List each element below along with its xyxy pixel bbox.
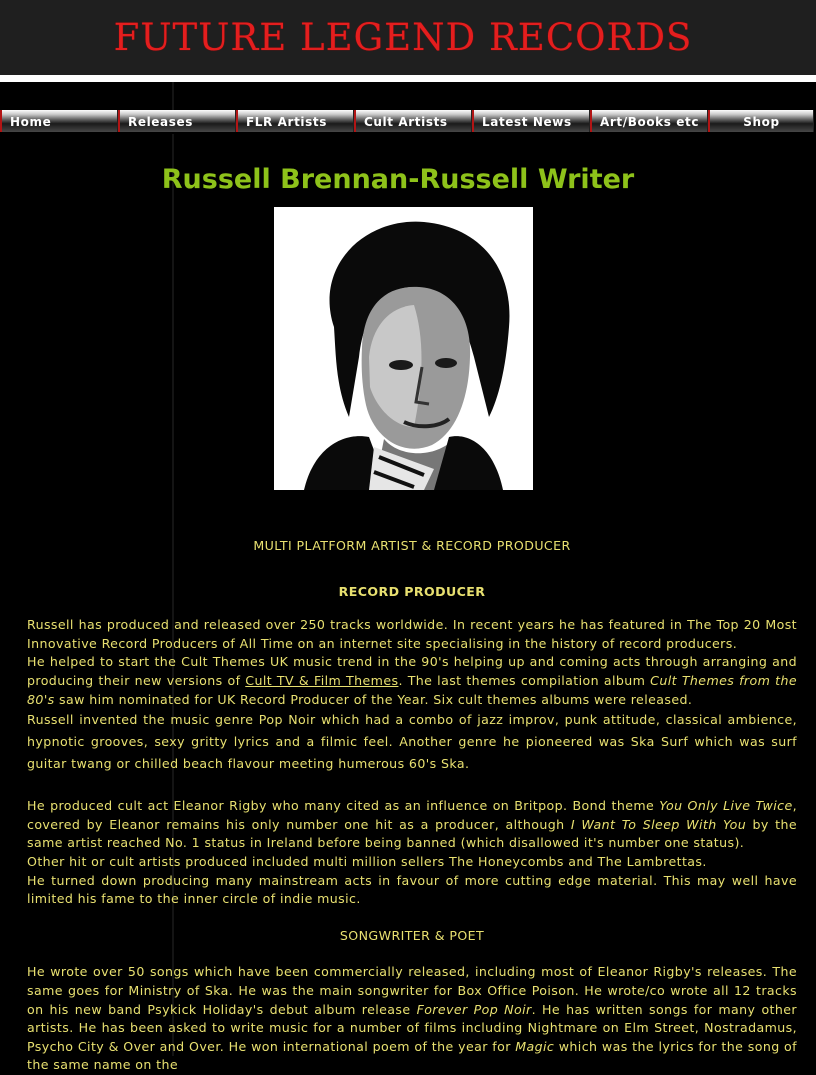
paragraph-other-artists: Other hit or cult artists produced included multi million sellers The Honeycombs and The Lambrettas. <box>27 853 707 869</box>
nav-flr-artists[interactable]: FLR Artists <box>236 110 354 132</box>
main-nav <box>0 110 816 134</box>
nav-shop[interactable]: Shop <box>708 110 814 132</box>
section-heading-record-producer: RECORD PRODUCER <box>338 583 486 599</box>
section-heading-songwriter: SONGWRITER & POET <box>339 927 485 943</box>
paragraph-mainstream: He turned down producing many mainstream acts in favour of more cutting edge material. This may well have limited his fame to the inner circle of indie music. <box>27 872 797 907</box>
site-brand-logo[interactable]: FUTURE LEGEND RECORDS <box>113 16 693 59</box>
paragraph-producer-intro: Russell has produced and released over 250 tracks worldwide. In recent years he has featured in The Top 20 Most Innovative Record Producers of All Time on an internet site specialising in the history of record producers. <box>27 617 797 651</box>
nav-home[interactable]: Home <box>0 110 118 132</box>
paragraph-eleanor-rigby: He produced cult act Eleanor Rigby who many cited as an influence on Britpop. Bond theme You Only Live Twice, covered by Eleanor remains his only number one hit as a producer, although I Want To Sleep With You by the same artist reached No. 1 status in Ireland before being banned (which disallowed it's number one status). <box>27 798 798 851</box>
site-header <box>0 0 816 75</box>
paragraph-cult-themes: He helped to start the Cult Themes UK music trend in the 90's helping up and coming acts through arranging and producing their new versions of Cult TV & Film Themes. The last themes compilation album Cult Themes from the 80's saw him nominated for UK Record Producer of the Year. Six cult themes albums were released. <box>27 654 797 707</box>
nav-cult-artists[interactable]: Cult Artists <box>354 110 472 132</box>
article-body <box>27 537 797 1075</box>
nav-latest-news[interactable]: Latest News <box>472 110 590 132</box>
link-cult-tv-film-themes[interactable]: Cult TV & Film Themes <box>245 672 399 688</box>
paragraph-songwriting: He wrote over 50 songs which have been commercially released, including most of Eleanor Rigby's releases. The same goes for Ministry of Ska. He was the main songwriter for Box Office Poison. He wrote/co wrote all 12 tracks on his new band Psykick Holiday's debut album release Forever Pop Noir. He has written songs for many other artists. He has been asked to write music for a number of films including Nightmare on Elm Street, Nostradamus, Psycho City & Over and Over. He won international poem of the year for Magic which was the lyrics for the song of the same name on the <box>27 964 797 1073</box>
header-divider <box>0 75 816 82</box>
artist-portrait-photo <box>274 207 533 490</box>
nav-releases[interactable]: Releases <box>118 110 236 132</box>
page-title: Russell Brennan-Russell Writer <box>161 164 635 195</box>
nav-art-books[interactable]: Art/Books etc <box>590 110 708 132</box>
paragraph-pop-noir: Russell invented the music genre Pop Noir which had a combo of jazz improv, punk attitude, classical ambience, hypnotic grooves, sexy gritty lyrics and a filmic feel. Another genre he pioneered was Ska Surf which was surf guitar twang or chilled beach flavour meeting humerous 60's Ska. <box>27 712 797 772</box>
page-subtitle: MULTI PLATFORM ARTIST & RECORD PRODUCER <box>253 538 571 553</box>
